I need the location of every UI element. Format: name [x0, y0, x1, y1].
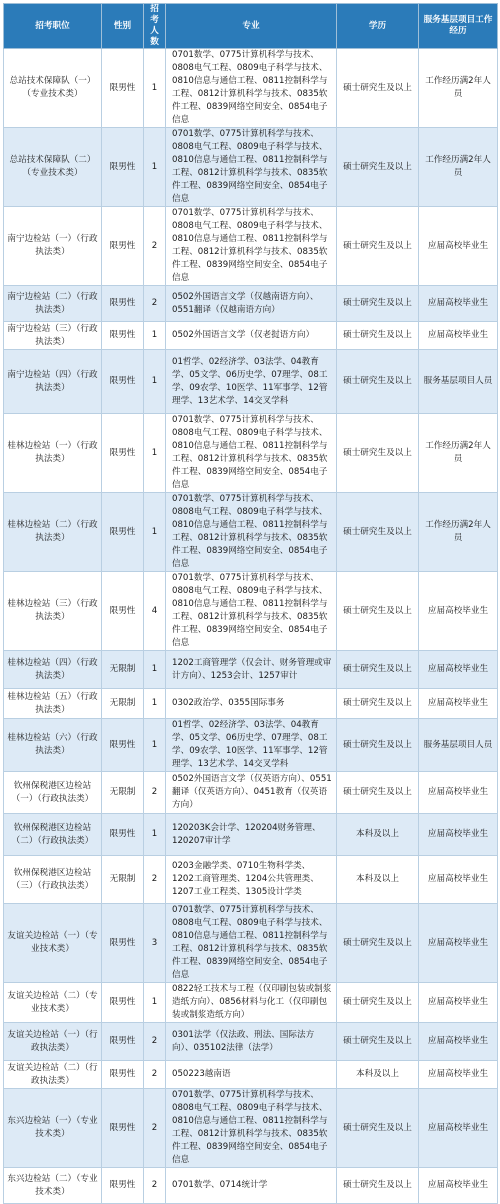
cell-experience: 应届高校毕业生: [419, 1089, 498, 1168]
cell-education: 硕士研究生及以上: [337, 572, 419, 651]
cell-education: 硕士研究生及以上: [337, 128, 419, 207]
recruitment-table: [3, 3, 498, 1204]
cell-count: 1: [144, 814, 166, 856]
table-row: [4, 904, 498, 983]
cell-major: 0302政治学、0355国际事务: [166, 689, 337, 719]
cell-education: 硕士研究生及以上: [337, 689, 419, 719]
cell-count: 3: [144, 904, 166, 983]
table-row: [4, 1023, 498, 1061]
cell-gender: 限男性: [102, 719, 144, 772]
cell-gender: 限男性: [102, 128, 144, 207]
cell-count: 2: [144, 1061, 166, 1089]
table-row: [4, 49, 498, 128]
cell-gender: 限男性: [102, 1061, 144, 1089]
cell-education: 硕士研究生及以上: [337, 49, 419, 128]
cell-experience: 服务基层项目人员: [419, 719, 498, 772]
cell-experience: 应届高校毕业生: [419, 1061, 498, 1089]
cell-position: 桂林边检站（六）（行政执法类）: [4, 719, 102, 772]
cell-gender: 限男性: [102, 983, 144, 1023]
header-position: 招考职位: [4, 4, 102, 49]
cell-position: 南宁边检站（四）（行政执法类）: [4, 350, 102, 414]
cell-education: 硕士研究生及以上: [337, 493, 419, 572]
cell-education: 硕士研究生及以上: [337, 983, 419, 1023]
cell-major: 0701数学、0714统计学: [166, 1168, 337, 1204]
cell-education: 本科及以上: [337, 814, 419, 856]
cell-experience: 应届高校毕业生: [419, 286, 498, 322]
table-row: [4, 322, 498, 350]
cell-education: 本科及以上: [337, 856, 419, 904]
cell-experience: 应届高校毕业生: [419, 983, 498, 1023]
cell-major: 0701数学、0775计算机科学与技术、0808电气工程、0809电子科学与技术、0810信息与通信工程、0811控制科学与工程、0812计算机科学与技术、0835软件工程、0839网络空间安全、0854电子信息: [166, 1089, 337, 1168]
table-row: [4, 814, 498, 856]
cell-experience: 应届高校毕业生: [419, 572, 498, 651]
table-row: [4, 493, 498, 572]
table-row: [4, 719, 498, 772]
cell-position: 桂林边检站（一）（行政执法类）: [4, 414, 102, 493]
table-row: [4, 1061, 498, 1089]
cell-major: 01哲学、02经济学、03法学、04教育学、05文学、06历史学、07理学、08工学、09农学、10医学、11军事学、12管理学、13艺术学、14交叉学科: [166, 350, 337, 414]
table-row: [4, 983, 498, 1023]
cell-education: 硕士研究生及以上: [337, 904, 419, 983]
cell-gender: 限男性: [102, 1023, 144, 1061]
cell-major: 120203K会计学、120204财务管理、120207审计学: [166, 814, 337, 856]
cell-gender: 无限制: [102, 772, 144, 814]
table-row: [4, 572, 498, 651]
cell-count: 2: [144, 772, 166, 814]
table-row: [4, 1089, 498, 1168]
cell-count: 4: [144, 572, 166, 651]
cell-gender: 限男性: [102, 322, 144, 350]
cell-gender: 限男性: [102, 1168, 144, 1204]
cell-education: 硕士研究生及以上: [337, 286, 419, 322]
cell-position: 总站技术保障队（一）（专业技术类）: [4, 49, 102, 128]
cell-gender: 限男性: [102, 814, 144, 856]
cell-major: 0701数学、0775计算机科学与技术、0808电气工程、0809电子科学与技术、0810信息与通信工程、0811控制科学与工程、0812计算机科学与技术、0835软件工程、0839网络空间安全、0854电子信息: [166, 207, 337, 286]
cell-position: 东兴边检站（一）（专业技术类）: [4, 1089, 102, 1168]
cell-count: 2: [144, 1023, 166, 1061]
cell-count: 2: [144, 1089, 166, 1168]
cell-position: 桂林边检站（四）（行政执法类）: [4, 651, 102, 689]
cell-count: 1: [144, 322, 166, 350]
cell-experience: 工作经历满2年人员: [419, 49, 498, 128]
cell-count: 1: [144, 350, 166, 414]
cell-position: 友谊关边检站（二）（行政执法类）: [4, 1061, 102, 1089]
header-gender: 性别: [102, 4, 144, 49]
cell-major: 050223越南语: [166, 1061, 337, 1089]
cell-gender: 无限制: [102, 689, 144, 719]
cell-major: 01哲学、02经济学、03法学、04教育学、05文学、06历史学、07理学、08工学、09农学、10医学、11军事学、12管理学、13艺术学、14交叉学科: [166, 719, 337, 772]
cell-experience: 工作经历满2年人员: [419, 128, 498, 207]
cell-position: 桂林边检站（五）（行政执法类）: [4, 689, 102, 719]
cell-gender: 无限制: [102, 651, 144, 689]
cell-experience: 应届高校毕业生: [419, 772, 498, 814]
cell-major: 0701数学、0775计算机科学与技术、0808电气工程、0809电子科学与技术、0810信息与通信工程、0811控制科学与工程、0812计算机科学与技术、0835软件工程、0839网络空间安全、0854电子信息: [166, 414, 337, 493]
cell-education: 硕士研究生及以上: [337, 414, 419, 493]
cell-position: 钦州保税港区边检站（三）（行政执法类）: [4, 856, 102, 904]
cell-position: 南宁边检站（一）（行政执法类）: [4, 207, 102, 286]
cell-position: 友谊关边检站（一）（专业技术类）: [4, 904, 102, 983]
cell-count: 1: [144, 983, 166, 1023]
cell-count: 1: [144, 49, 166, 128]
table-row: [4, 651, 498, 689]
cell-major: 1202工商管理学（仅会计、财务管理或审计方向）、1253会计、1257审计: [166, 651, 337, 689]
cell-gender: 限男性: [102, 286, 144, 322]
table-row: [4, 1168, 498, 1204]
cell-position: 友谊关边检站（一）（行政执法类）: [4, 1023, 102, 1061]
cell-education: 硕士研究生及以上: [337, 1168, 419, 1204]
cell-education: 本科及以上: [337, 1061, 419, 1089]
table-row: [4, 689, 498, 719]
cell-gender: 限男性: [102, 572, 144, 651]
cell-count: 2: [144, 286, 166, 322]
cell-major: 0301法学（仅法政、刑法、国际法方向）、035102法律（法学）: [166, 1023, 337, 1061]
cell-major: 0502外国语言文学（仅老挝语方向）: [166, 322, 337, 350]
cell-count: 1: [144, 651, 166, 689]
cell-position: 南宁边检站（三）（行政执法类）: [4, 322, 102, 350]
cell-education: 硕士研究生及以上: [337, 322, 419, 350]
cell-major: 0822轻工技术与工程（仅印刷包装或制浆造纸方向）、0856材料与化工（仅印刷包装或制浆造纸方向）: [166, 983, 337, 1023]
table-body: [4, 49, 498, 1204]
cell-experience: 应届高校毕业生: [419, 651, 498, 689]
cell-experience: 应届高校毕业生: [419, 207, 498, 286]
cell-experience: 应届高校毕业生: [419, 904, 498, 983]
cell-major: 0502外国语言文学（仅英语方向）、0551翻译（仅英语方向）、0451教育（仅英语方向）: [166, 772, 337, 814]
table-row: [4, 414, 498, 493]
cell-count: 1: [144, 493, 166, 572]
cell-count: 1: [144, 719, 166, 772]
cell-major: 0701数学、0775计算机科学与技术、0808电气工程、0809电子科学与技术、0810信息与通信工程、0811控制科学与工程、0812计算机科学与技术、0835软件工程、0839网络空间安全、0854电子信息: [166, 49, 337, 128]
cell-education: 硕士研究生及以上: [337, 1089, 419, 1168]
cell-experience: 服务基层项目人员: [419, 350, 498, 414]
cell-count: 1: [144, 414, 166, 493]
cell-gender: 限男性: [102, 49, 144, 128]
cell-position: 友谊关边检站（二）（专业技术类）: [4, 983, 102, 1023]
cell-experience: 应届高校毕业生: [419, 1023, 498, 1061]
table-row: [4, 128, 498, 207]
cell-position: 总站技术保障队（二）（专业技术类）: [4, 128, 102, 207]
table-row: [4, 772, 498, 814]
cell-position: 钦州保税港区边检站（二）（行政执法类）: [4, 814, 102, 856]
header-count: 招考人数: [144, 4, 166, 49]
cell-gender: 限男性: [102, 414, 144, 493]
cell-count: 2: [144, 207, 166, 286]
table-row: [4, 286, 498, 322]
header-major: 专业: [166, 4, 337, 49]
cell-gender: 限男性: [102, 1089, 144, 1168]
cell-experience: 工作经历满2年人员: [419, 414, 498, 493]
cell-gender: 限男性: [102, 904, 144, 983]
header-experience: 服务基层项目工作经历: [419, 4, 498, 49]
cell-gender: 限男性: [102, 350, 144, 414]
cell-count: 2: [144, 1168, 166, 1204]
cell-count: 1: [144, 689, 166, 719]
cell-gender: 无限制: [102, 856, 144, 904]
cell-education: 硕士研究生及以上: [337, 719, 419, 772]
cell-major: 0502外国语言文学（仅越南语方向）、0551翻译（仅越南语方向）: [166, 286, 337, 322]
cell-experience: 应届高校毕业生: [419, 814, 498, 856]
header-education: 学历: [337, 4, 419, 49]
table-row: [4, 856, 498, 904]
cell-count: 1: [144, 128, 166, 207]
cell-position: 东兴边检站（二）（专业技术类）: [4, 1168, 102, 1204]
cell-count: 2: [144, 856, 166, 904]
cell-position: 钦州保税港区边检站（一）（行政执法类）: [4, 772, 102, 814]
cell-education: 硕士研究生及以上: [337, 772, 419, 814]
cell-major: 0701数学、0775计算机科学与技术、0808电气工程、0809电子科学与技术、0810信息与通信工程、0811控制科学与工程、0812计算机科学与技术、0835软件工程、0839网络空间安全、0854电子信息: [166, 572, 337, 651]
cell-education: 硕士研究生及以上: [337, 651, 419, 689]
table-row: [4, 207, 498, 286]
cell-gender: 限男性: [102, 493, 144, 572]
cell-education: 硕士研究生及以上: [337, 207, 419, 286]
cell-experience: 应届高校毕业生: [419, 1168, 498, 1204]
table-header-row: [4, 4, 498, 49]
cell-major: 0203金融学类、0710生物科学类、1202工商管理类、1204公共管理类、1207工业工程类、1305设计学类: [166, 856, 337, 904]
cell-experience: 应届高校毕业生: [419, 856, 498, 904]
cell-experience: 应届高校毕业生: [419, 689, 498, 719]
cell-position: 桂林边检站（二）（行政执法类）: [4, 493, 102, 572]
cell-position: 南宁边检站（二）（行政执法类）: [4, 286, 102, 322]
cell-experience: 工作经历满2年人员: [419, 493, 498, 572]
cell-major: 0701数学、0775计算机科学与技术、0808电气工程、0809电子科学与技术、0810信息与通信工程、0811控制科学与工程、0812计算机科学与技术、0835软件工程、0839网络空间安全、0854电子信息: [166, 904, 337, 983]
cell-position: 桂林边检站（三）（行政执法类）: [4, 572, 102, 651]
table-row: [4, 350, 498, 414]
cell-major: 0701数学、0775计算机科学与技术、0808电气工程、0809电子科学与技术、0810信息与通信工程、0811控制科学与工程、0812计算机科学与技术、0835软件工程、0839网络空间安全、0854电子信息: [166, 128, 337, 207]
cell-education: 硕士研究生及以上: [337, 1023, 419, 1061]
cell-major: 0701数学、0775计算机科学与技术、0808电气工程、0809电子科学与技术、0810信息与通信工程、0811控制科学与工程、0812计算机科学与技术、0835软件工程、0839网络空间安全、0854电子信息: [166, 493, 337, 572]
cell-education: 硕士研究生及以上: [337, 350, 419, 414]
cell-gender: 限男性: [102, 207, 144, 286]
cell-experience: 应届高校毕业生: [419, 322, 498, 350]
